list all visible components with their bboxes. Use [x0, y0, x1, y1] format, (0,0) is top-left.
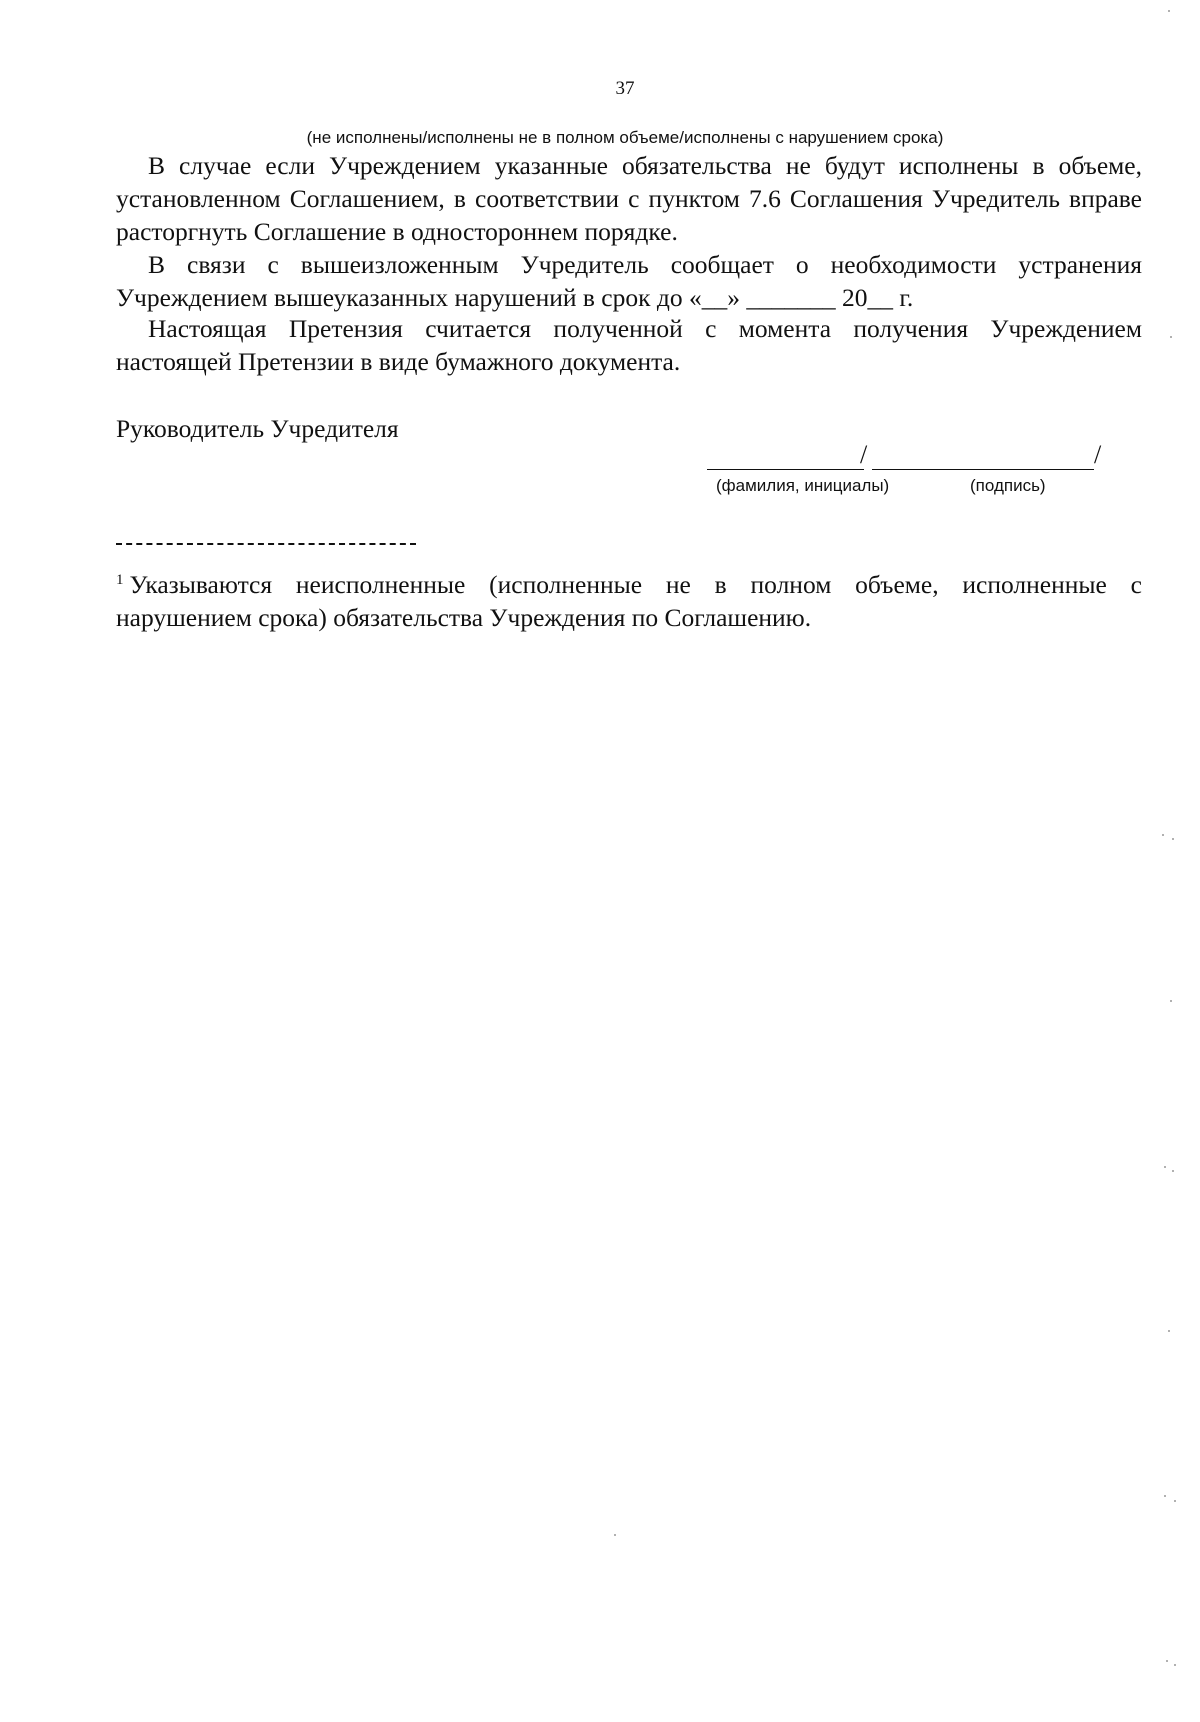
footnote — [116, 568, 1142, 634]
signer-title: Руководитель Учредителя — [116, 414, 399, 443]
paragraph-deadline: В связи с вышеизложенным Учредитель сообщает о необходимости устранения Учреждением вышеуказанных нарушений в срок до «__» _______ 20__ г. — [116, 250, 1142, 312]
scan-speck — [1168, 10, 1170, 12]
obligation-status-caption: (не исполнены/исполнены не в полном объеме/исполнены с нарушением срока) — [306, 128, 944, 147]
scan-speck — [1162, 834, 1164, 836]
scan-speck — [1174, 1500, 1176, 1502]
paragraph-termination: В случае если Учреждением указанные обязательства не будут исполнены в объеме, установленном Соглашением, в соответствии с пунктом 7.6 Соглашения Учредитель вправе расторгнуть Соглашение в одностороннем порядке. — [116, 151, 1142, 246]
footnote-marker: 1 — [116, 572, 124, 588]
paragraph-receipt: Настоящая Претензия считается полученной с момента получения Учреждением настоящей Претензии в виде бумажного документа. — [116, 314, 1142, 376]
scan-speck — [1164, 1495, 1166, 1497]
footnote-divider — [116, 543, 416, 545]
scan-speck — [1174, 1664, 1176, 1666]
page-number: 37 — [615, 78, 635, 99]
signature-separator: / — [860, 440, 868, 469]
caption-name-initials: (фамилия, инициалы) — [716, 476, 890, 495]
scan-speck — [1170, 336, 1172, 338]
scan-speck — [614, 1534, 616, 1536]
signature-separator-end: / — [1094, 440, 1102, 469]
footnote-text: Указываются неисполненные (исполненные не в полном объеме, исполненные с нарушением срока) обязательства Учреждения по Соглашению. — [116, 570, 1142, 632]
caption-signature: (подпись) — [970, 476, 1046, 495]
scan-speck — [1172, 838, 1174, 840]
scan-speck — [1172, 1170, 1174, 1172]
scan-speck — [1170, 1000, 1172, 1002]
scan-speck — [1164, 1166, 1166, 1168]
name-signature-line — [707, 469, 864, 470]
signature-line — [872, 469, 1094, 470]
scan-speck — [1166, 1660, 1168, 1662]
scan-speck — [1168, 1330, 1170, 1332]
